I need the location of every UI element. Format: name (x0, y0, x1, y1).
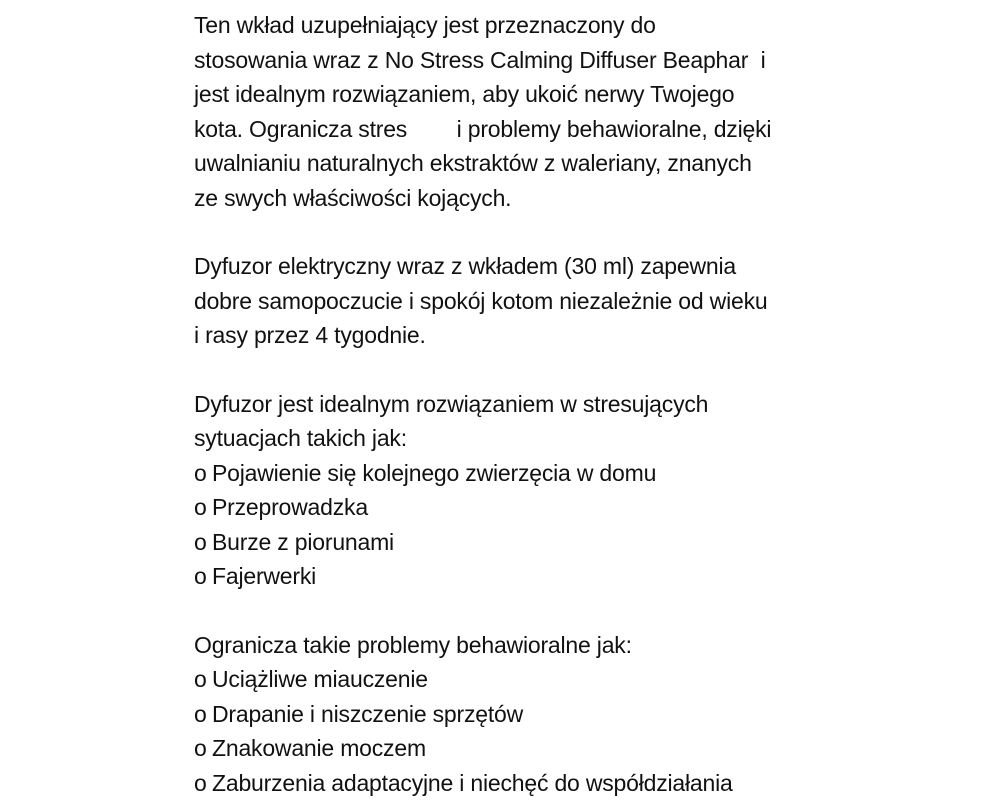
bullet-marker: o (194, 700, 207, 727)
list-item (194, 456, 984, 491)
bullet-marker: o (194, 563, 207, 589)
list-item (194, 697, 984, 732)
situations-section (194, 387, 984, 594)
list-item (194, 525, 984, 560)
text-line: jest idealnym rozwiązaniem, aby ukoić nerwy Twojego (194, 81, 735, 107)
text-line: kota. Ogranicza stres i problemy behawioralne, dzięki (194, 115, 772, 142)
list-item-text: Znakowanie moczem (212, 735, 426, 761)
list-item (194, 662, 984, 697)
list-item-text: Uciążliwe miauczenie (212, 666, 428, 692)
list-item-text: Drapanie i niszczenie sprzętów (212, 700, 524, 727)
paragraph-gap (194, 215, 984, 249)
text-line: Dyfuzor elektryczny wraz z wkładem (30 ml) zapewnia (194, 253, 736, 279)
bullet-marker: o (194, 528, 207, 555)
bullet-marker: o (194, 459, 207, 486)
list-item (194, 731, 984, 766)
text-line: Ten wkład uzupełniający jest przeznaczony do (194, 12, 656, 38)
text-line: ze swych właściwości kojących. (194, 184, 512, 211)
list-item-text: Zaburzenia adaptacyjne i niechęć do współdziałania (212, 769, 733, 796)
text-line: i rasy przez 4 tygodnie. (194, 322, 426, 348)
situations-intro-line: sytuacjach takich jak: (194, 425, 407, 451)
list-item (194, 490, 984, 525)
paragraph-gap (194, 594, 984, 628)
text-line: uwalnianiu naturalnych ekstraktów z waleriany, znanych (194, 150, 752, 176)
diffuser-paragraph (194, 249, 984, 353)
bullet-marker: o (194, 735, 207, 761)
list-item-text: Burze z piorunami (212, 528, 394, 555)
text-line: dobre samopoczucie i spokój kotom niezależnie od wieku (194, 287, 768, 314)
bullet-marker: o (194, 494, 207, 520)
list-item-text: Przeprowadzka (212, 494, 368, 520)
problems-section (194, 628, 984, 800)
text-line: stosowania wraz z No Stress Calming Diffuser Beaphar i (194, 46, 766, 73)
list-item-text: Pojawienie się kolejnego zwierzęcia w domu (212, 459, 657, 486)
document-page (194, 8, 984, 800)
situations-intro-line: Dyfuzor jest idealnym rozwiązaniem w stresujących (194, 390, 709, 417)
bullet-marker: o (194, 666, 207, 692)
list-item (194, 766, 984, 800)
intro-paragraph (194, 8, 984, 215)
problems-intro-line: Ogranicza takie problemy behawioralne jak: (194, 631, 632, 658)
list-item (194, 559, 984, 594)
bullet-marker: o (194, 769, 207, 796)
list-item-text: Fajerwerki (212, 563, 317, 589)
paragraph-gap (194, 353, 984, 387)
